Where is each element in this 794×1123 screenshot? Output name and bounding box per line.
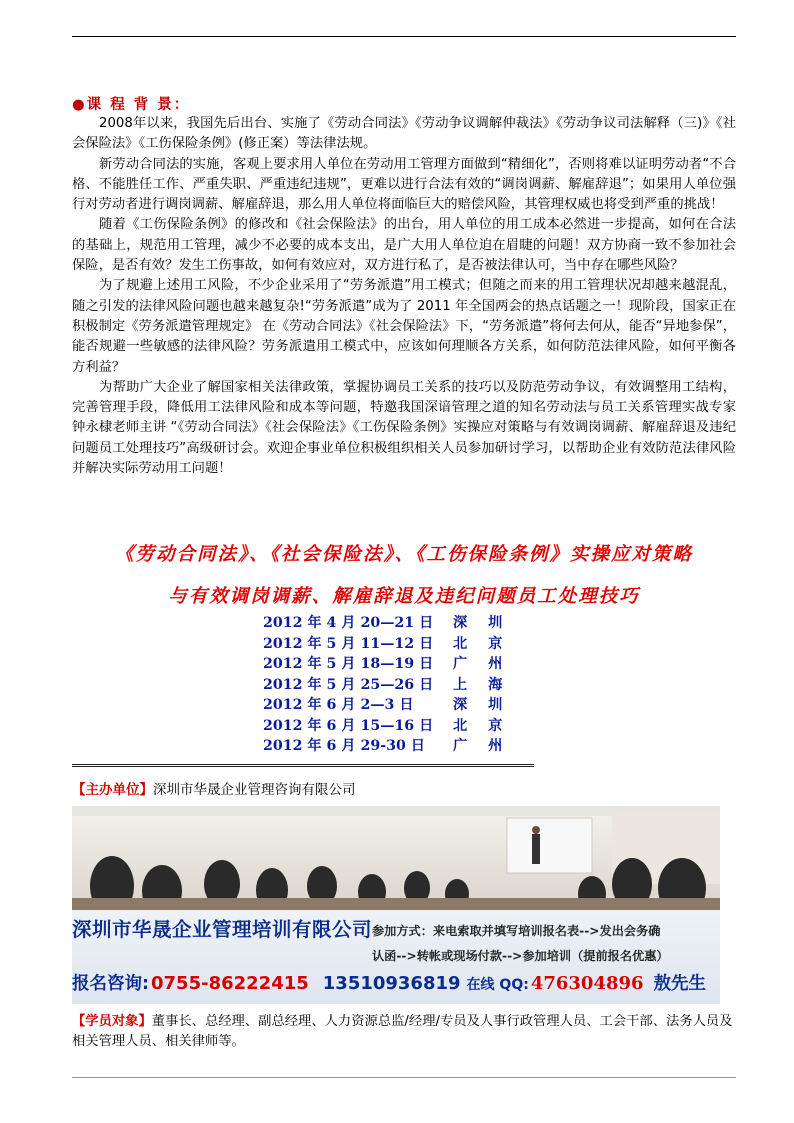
schedule-row bbox=[263, 716, 510, 737]
schedule-date: 2012 年 5 月 25—26 日 bbox=[263, 676, 434, 693]
course-title-line-1: 《劳动合同法》、《社会保险法》、《工伤保险条例》实操应对策略 bbox=[114, 544, 693, 565]
audience-section bbox=[72, 1012, 736, 1053]
background-paragraph-5: 为帮助广大企业了解国家相关法律政策，掌握协调员工关系的技巧以及防范劳动争议，有效调整用工结构，完善管理手段，降低用工法律风险和成本等问题，特邀我国深谙管理之道的知名劳动法与员工关系管理实战专家钟永棣老师主讲 “《劳动合同法》《社会保险法》《工伤保险条例》实操应对策略与有效调岗调薪、解雇辞退及违纪问题员工处理技巧”高级研讨会。欢迎企事业单位积极组织相关人员参加研讨学习，以帮助企业有效防范法律风险并解决实际劳动用工问题！ bbox=[72, 379, 736, 477]
schedule-city: 深 圳 bbox=[453, 697, 511, 713]
schedule-row bbox=[263, 654, 510, 675]
organizer-line bbox=[72, 781, 356, 799]
footer-rule bbox=[72, 1077, 736, 1078]
background-paragraph-4: 为了规避上述用工风险，不少企业采用了“劳务派遣”用工模式；但随之而来的用工管理状况却越来越混乱，随之引发的法律风险问题也越来越复杂!“劳务派遣”成为了 2011 年全国两会的热点话题之一！现阶段，国家正在积极制定《劳务派遣管理规定》 在《劳动合同法》《社会保险法》下，“劳务派遣”将何去何从，能否“异地参保”，能否规避一些敏感的法律风险？劳务派遣用工模式中，应该如何理顺各方关系，如何防范法律风险，如何平衡各方利益？ bbox=[72, 278, 736, 375]
schedule-date: 2012 年 6 月 2—3 日 bbox=[263, 697, 414, 713]
organizer-label: 【主办单位】 bbox=[72, 782, 153, 798]
schedule-city: 广 州 bbox=[453, 738, 511, 754]
qq-number: 476304896 bbox=[530, 973, 644, 994]
registration-contact bbox=[72, 970, 706, 995]
schedule-city: 广 州 bbox=[453, 656, 511, 672]
schedule-list bbox=[263, 613, 510, 757]
schedule-city: 上 海 bbox=[453, 676, 511, 693]
registration-method-line-1: 参加方式：来电索取并填写培训报名表-->发出会务确 bbox=[372, 924, 661, 938]
training-company-name: 深圳市华晟企业管理培训有限公司 bbox=[72, 918, 373, 941]
schedule-date: 2012 年 6 月 15—16 日 bbox=[263, 717, 434, 734]
seminar-photo bbox=[72, 806, 720, 910]
organizer-name: 深圳市华晟企业管理咨询有限公司 bbox=[153, 782, 356, 798]
background-paragraph-3: 随着《工伤保险条例》的修改和《社会保险法》的出台，用人单位的用工成本必然进一步提高，如何在合法的基础上，规范用工管理，减少不必要的成本支出，是广大用人单位迫在眉睫的问题！双方协商一致不参加社会保险，是否有效？发生工伤事故，如何有效应对，双方进行私了，是否被法律认可，当中存在哪些风险？ bbox=[72, 217, 736, 274]
schedule-date: 2012 年 5 月 11—12 日 bbox=[263, 635, 434, 652]
schedule-city: 北 京 bbox=[453, 635, 511, 652]
background-paragraph-1: 2008年以来，我国先后出台、实施了《劳动合同法》《劳动争议调解仲裁法》《劳动争议司法解释（三)》《社会保险法》《工伤保险条例》(修正案）等法律法规。 bbox=[72, 116, 736, 152]
header-rule bbox=[72, 36, 736, 37]
contact-phone-landline: 0755-86222415 bbox=[151, 973, 309, 994]
course-background-heading: ●课 程 背 景： bbox=[72, 97, 191, 113]
schedule-city: 北 京 bbox=[453, 717, 511, 734]
schedule-date: 2012 年 4 月 20—21 日 bbox=[263, 615, 434, 631]
schedule-row bbox=[263, 736, 510, 757]
schedule-row bbox=[263, 675, 510, 696]
course-background-section bbox=[72, 96, 736, 479]
schedule-row bbox=[263, 634, 510, 655]
audience-label: 【学员对象】 bbox=[72, 1014, 152, 1029]
course-title-line-2: 与有效调岗调薪、解雇辞退及违纪问题员工处理技巧 bbox=[168, 586, 640, 607]
schedule-row bbox=[263, 695, 510, 716]
contact-person: 敖先生 bbox=[653, 974, 707, 994]
training-banner bbox=[72, 806, 720, 1004]
schedule-date: 2012 年 6 月 29-30 日 bbox=[263, 738, 425, 754]
schedule-date: 2012 年 5 月 18—19 日 bbox=[263, 656, 434, 672]
schedule-city: 深 圳 bbox=[453, 615, 511, 631]
section-divider bbox=[72, 764, 534, 770]
background-paragraph-2: 新劳动合同法的实施，客观上要求用人单位在劳动用工管理方面做到“精细化”，否则将难以证明劳动者“不合格、不能胜任工作、严重失职、严重违纪违规”，更难以进行合法有效的“调岗调薪、解雇辞退”；如果用人单位强行对劳动者进行调岗调薪、解雇辞退，那么用人单位将面临巨大的赔偿风险，其管理权威也将受到严重的挑战！ bbox=[72, 156, 736, 213]
contact-label: 报名咨询: bbox=[72, 974, 149, 994]
contact-phone-mobile: 13510936819 bbox=[322, 973, 461, 994]
qq-label: 在线 QQ: bbox=[466, 977, 529, 993]
audience-text: 董事长、总经理、副总经理、人力资源总监/经理/专员及人事行政管理人员、工会干部、法务人员及相关管理人员、相关律师等。 bbox=[72, 1014, 733, 1050]
schedule-row bbox=[263, 613, 510, 634]
registration-method-line-2: 认函-->转帐或现场付款-->参加培训（提前报名优惠） bbox=[372, 949, 669, 963]
